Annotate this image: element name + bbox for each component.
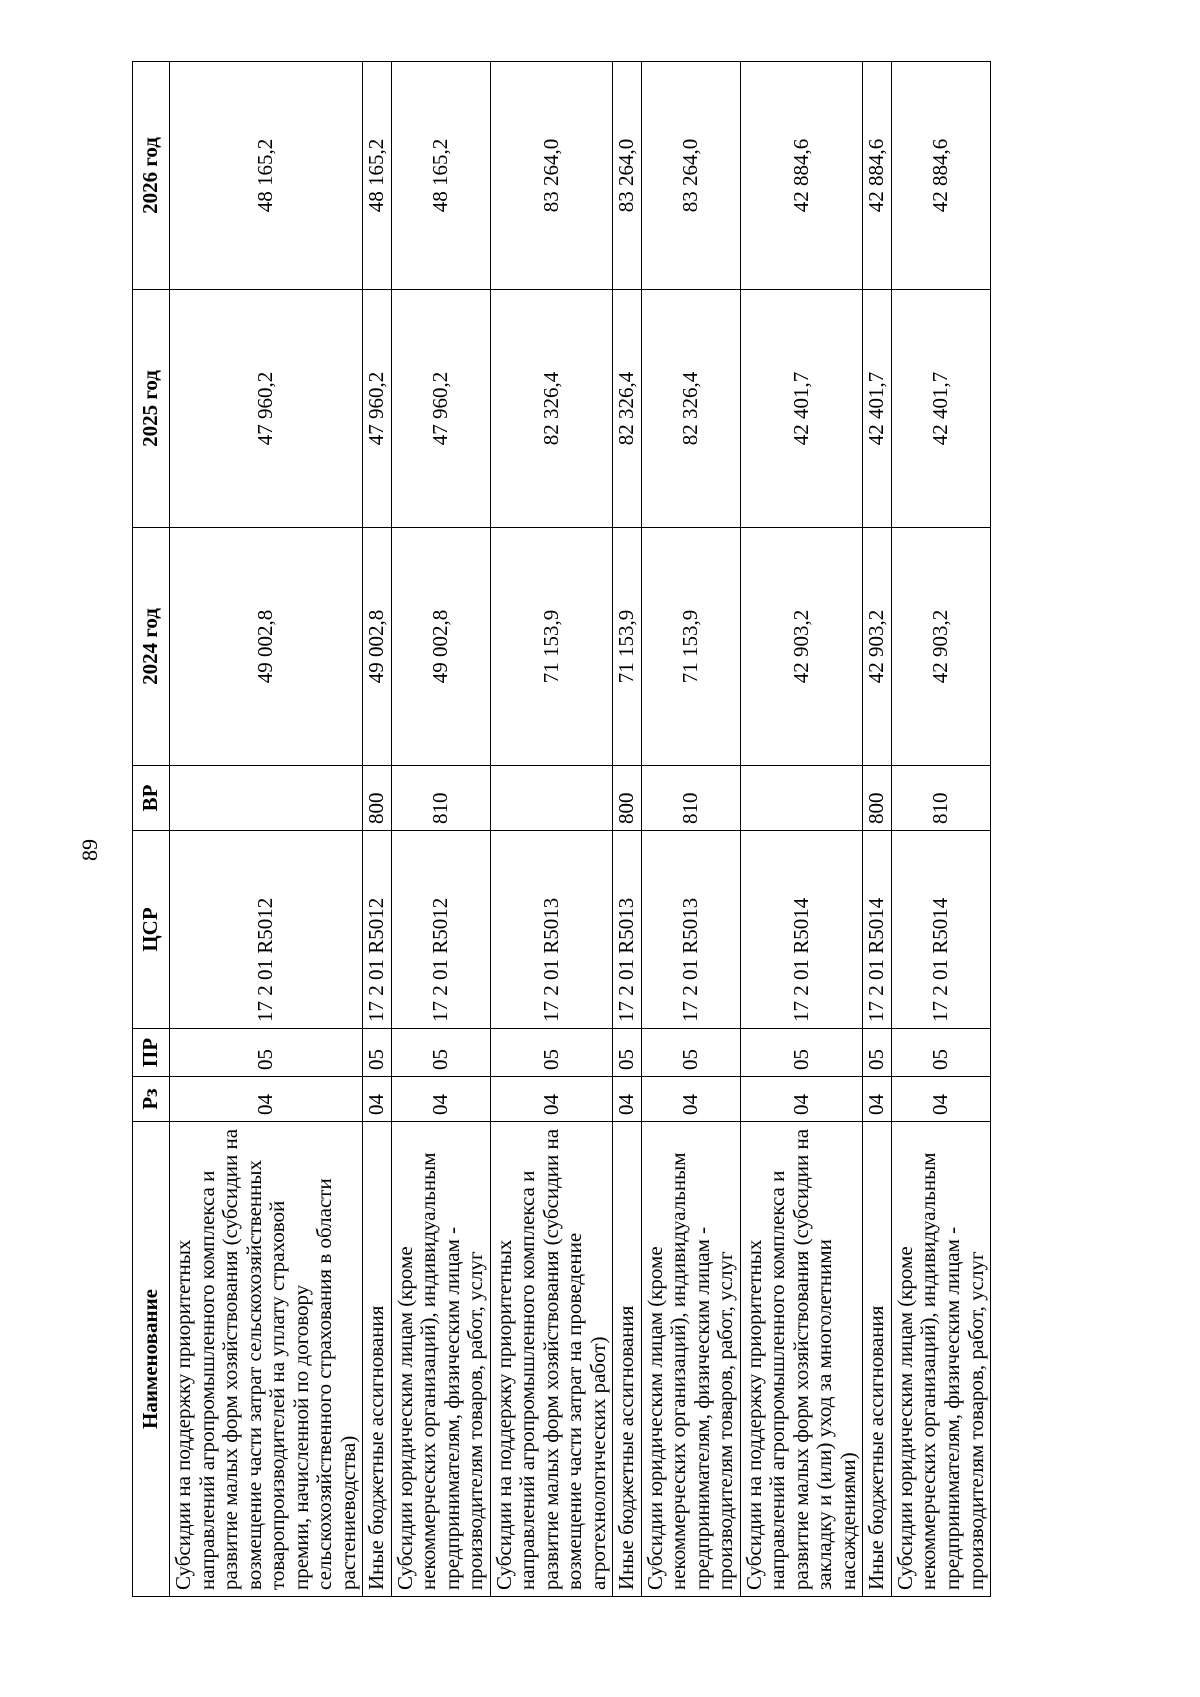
row-vr [490,766,613,831]
row-csr: 17 2 01 R5014 [740,831,863,1029]
table-row [391,62,490,1597]
row-csr: 17 2 01 R5014 [863,831,892,1029]
row-2024: 42 903,2 [740,528,863,766]
row-2026: 42 884,6 [740,62,863,290]
budget-table [132,61,991,1597]
row-2025: 47 960,2 [170,290,363,528]
row-csr: 17 2 01 R5013 [613,831,642,1029]
row-rz: 04 [613,1077,642,1122]
row-pr: 05 [641,1029,740,1077]
row-pr: 05 [863,1029,892,1077]
row-vr: 800 [613,766,642,831]
row-rz: 04 [891,1077,990,1122]
row-name: Иные бюджетные ассигнования [613,1122,642,1597]
header-vr: ВР [133,766,170,831]
table-row [490,62,613,1597]
table-header-row [133,62,170,1597]
row-name: Иные бюджетные ассигнования [363,1122,392,1597]
row-2024: 49 002,8 [170,528,363,766]
row-vr: 810 [891,766,990,831]
row-csr: 17 2 01 R5013 [641,831,740,1029]
row-2026: 48 165,2 [170,62,363,290]
row-csr: 17 2 01 R5012 [391,831,490,1029]
row-2024: 49 002,8 [391,528,490,766]
row-2026: 83 264,0 [490,62,613,290]
row-2026: 83 264,0 [613,62,642,290]
row-csr: 17 2 01 R5013 [490,831,613,1029]
row-rz: 04 [641,1077,740,1122]
row-name: Субсидии юридическим лицам (кроме некоммерческих организаций), индивидуальным предпринимателям, физическим лицам - производителям товаров, работ, услуг [891,1122,990,1597]
row-rz: 04 [170,1077,363,1122]
row-2024: 71 153,9 [490,528,613,766]
header-2026: 2026 год [133,62,170,290]
row-2026: 48 165,2 [363,62,392,290]
header-csr: ЦСР [133,831,170,1029]
row-2025: 82 326,4 [641,290,740,528]
table-row [641,62,740,1597]
row-pr: 05 [363,1029,392,1077]
row-name: Субсидии на поддержку приоритетных направлений агропромышленного комплекса и развитие малых форм хозяйствования (субсидии на закладку и (или) уход за многолетними насаждениями) [740,1122,863,1597]
row-2025: 47 960,2 [391,290,490,528]
header-2024: 2024 год [133,528,170,766]
rotated-table-container [132,62,988,1597]
row-name: Иные бюджетные ассигнования [863,1122,892,1597]
row-2024: 71 153,9 [613,528,642,766]
row-2025: 47 960,2 [363,290,392,528]
header-pr: ПР [133,1029,170,1077]
row-rz: 04 [490,1077,613,1122]
table-row [740,62,863,1597]
row-vr: 800 [863,766,892,831]
row-vr: 810 [641,766,740,831]
table-row [863,62,892,1597]
row-2026: 42 884,6 [891,62,990,290]
row-2024: 71 153,9 [641,528,740,766]
row-rz: 04 [863,1077,892,1122]
row-2026: 83 264,0 [641,62,740,290]
row-csr: 17 2 01 R5014 [891,831,990,1029]
row-csr: 17 2 01 R5012 [363,831,392,1029]
row-rz: 04 [740,1077,863,1122]
row-2025: 82 326,4 [613,290,642,528]
row-pr: 05 [613,1029,642,1077]
header-rz: Рз [133,1077,170,1122]
row-rz: 04 [391,1077,490,1122]
row-2025: 42 401,7 [740,290,863,528]
row-pr: 05 [891,1029,990,1077]
row-vr: 810 [391,766,490,831]
table-row [170,62,363,1597]
row-2024: 42 903,2 [891,528,990,766]
header-2025: 2025 год [133,290,170,528]
header-name: Наименование [133,1122,170,1597]
row-vr [170,766,363,831]
row-2026: 42 884,6 [863,62,892,290]
row-pr: 05 [170,1029,363,1077]
table-row [891,62,990,1597]
row-2025: 42 401,7 [891,290,990,528]
row-2026: 48 165,2 [391,62,490,290]
row-2025: 42 401,7 [863,290,892,528]
row-2024: 49 002,8 [363,528,392,766]
row-name: Субсидии на поддержку приоритетных направлений агропромышленного комплекса и развитие малых форм хозяйствования (субсидии на возмещение части затрат сельскохозяйственных товаропроизводителей на уплату страховой премии, начисленной по договору сельскохозяйственного страхования в области растениеводства) [170,1122,363,1597]
row-name: Субсидии юридическим лицам (кроме некоммерческих организаций), индивидуальным предпринимателям, физическим лицам - производителям товаров, работ, услуг [391,1122,490,1597]
row-rz: 04 [363,1077,392,1122]
row-2024: 42 903,2 [863,528,892,766]
page-number: 89 [77,839,102,861]
table-row [613,62,642,1597]
row-csr: 17 2 01 R5012 [170,831,363,1029]
row-pr: 05 [740,1029,863,1077]
row-2025: 82 326,4 [490,290,613,528]
table-row [363,62,392,1597]
row-pr: 05 [490,1029,613,1077]
row-vr [740,766,863,831]
row-vr: 800 [363,766,392,831]
row-pr: 05 [391,1029,490,1077]
row-name: Субсидии на поддержку приоритетных направлений агропромышленного комплекса и развитие малых форм хозяйствования (субсидии на возмещение части затрат на проведение агротехнологических работ) [490,1122,613,1597]
row-name: Субсидии юридическим лицам (кроме некоммерческих организаций), индивидуальным предпринимателям, физическим лицам - производителям товаров, работ, услуг [641,1122,740,1597]
